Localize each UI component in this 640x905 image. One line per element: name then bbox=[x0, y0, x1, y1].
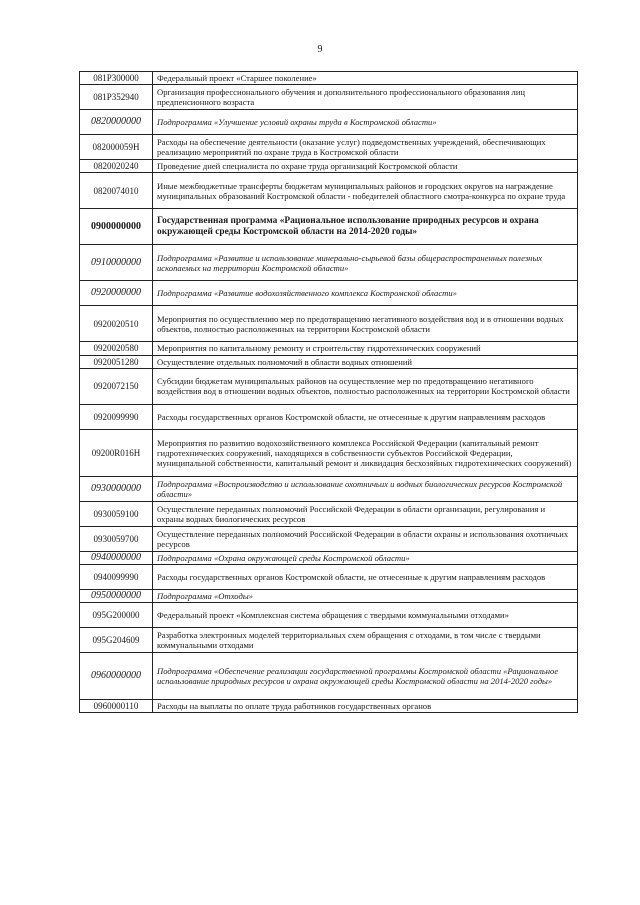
row-code: 0920020580 bbox=[80, 342, 153, 355]
row-code: 0950000000 bbox=[80, 590, 153, 603]
table-row bbox=[80, 628, 578, 653]
row-code: 082000059Н bbox=[80, 135, 153, 160]
table-row bbox=[80, 342, 578, 355]
table-row bbox=[80, 404, 578, 429]
row-name: Расходы на выплаты по оплате труда работников государственных органов bbox=[153, 700, 578, 713]
table-row bbox=[80, 653, 578, 700]
row-name: Мероприятия по развитию водохозяйственного комплекса Российской Федерации (капитальный ремонт гидротехнических сооружений, находящихся в собственности субъектов Российской Федерации, муниципальной собственности, капитальный ремонт и ликвидация бесхозяйных гидротехнических сооружений) bbox=[153, 429, 578, 476]
table-row bbox=[80, 565, 578, 590]
row-code: 0940000000 bbox=[80, 551, 153, 564]
row-name: Иные межбюджетные трансферты бюджетам муниципальных районов и городских округов на награждение муниципальных образований Костромской области - победителей областного смотра-конкурса по охране труда bbox=[153, 173, 578, 209]
table-row bbox=[80, 281, 578, 306]
page-number: 9 bbox=[317, 44, 323, 55]
row-name: Подпрограмма «Развитие и использование минерально-сырьевой базы общераспространенных полезных ископаемых на территории Костромской области» bbox=[153, 245, 578, 281]
row-name: Подпрограмма «Обеспечение реализации государственной программы Костромской области «Рациональное использование природных ресурсов и охрана окружающей среды Костромской области на 2014-2020 годы» bbox=[153, 653, 578, 700]
row-code: 0960000000 bbox=[80, 653, 153, 700]
row-code: 0930059100 bbox=[80, 501, 153, 526]
row-name: Подпрограмма «Охрана окружающей среды Костромской области» bbox=[153, 551, 578, 564]
row-name: Расходы государственных органов Костромской области, не отнесенные к другим направлениям расходов bbox=[153, 404, 578, 429]
row-name: Разработка электронных моделей территориальных схем обращения с отходами, в том числе с твердыми коммунальными отходами bbox=[153, 628, 578, 653]
table-row bbox=[80, 245, 578, 281]
row-name: Организация профессионального обучения и дополнительного профессионального образования лиц предпенсионного возраста bbox=[153, 85, 578, 110]
table-row bbox=[80, 368, 578, 404]
row-code: 09200R016Н bbox=[80, 429, 153, 476]
table-row bbox=[80, 603, 578, 628]
row-code: 0900000000 bbox=[80, 209, 153, 245]
row-name: Подпрограмма «Улучшение условий охраны труда в Костромской области» bbox=[153, 110, 578, 135]
table-row bbox=[80, 160, 578, 173]
table-row bbox=[80, 700, 578, 713]
row-name: Федеральный проект «Комплексная система обращения с твердыми коммунальными отходами» bbox=[153, 603, 578, 628]
row-name: Федеральный проект «Старшее поколение» bbox=[153, 72, 578, 85]
row-name: Подпрограмма «Развитие водохозяйственного комплекса Костромской области» bbox=[153, 281, 578, 306]
table-row bbox=[80, 501, 578, 526]
row-code: 081P352940 bbox=[80, 85, 153, 110]
row-code: 0910000000 bbox=[80, 245, 153, 281]
row-code: 0930059700 bbox=[80, 526, 153, 551]
row-name: Осуществление переданных полномочий Российской Федерации в области охраны и использования охотничьих ресурсов bbox=[153, 526, 578, 551]
table-row bbox=[80, 209, 578, 245]
table-row bbox=[80, 135, 578, 160]
row-name: Расходы государственных органов Костромской области, не отнесенные к другим направлениям расходов bbox=[153, 565, 578, 590]
row-code: 0820000000 bbox=[80, 110, 153, 135]
table-row bbox=[80, 526, 578, 551]
row-code: 095G204609 bbox=[80, 628, 153, 653]
row-name: Подпрограмма «Отходы» bbox=[153, 590, 578, 603]
row-code: 0920072150 bbox=[80, 368, 153, 404]
row-code: 0920000000 bbox=[80, 281, 153, 306]
row-name: Расходы на обеспечение деятельности (оказание услуг) подведомственных учреждений, обеспечивающих реализацию мероприятий по охране труда в Костромской области bbox=[153, 135, 578, 160]
table-row bbox=[80, 85, 578, 110]
row-name: Мероприятия по капитальному ремонту и строительству гидротехнических сооружений bbox=[153, 342, 578, 355]
table-row bbox=[80, 110, 578, 135]
table-row bbox=[80, 355, 578, 368]
table-body bbox=[80, 72, 578, 713]
row-code: 0920099990 bbox=[80, 404, 153, 429]
budget-classification-table bbox=[79, 71, 578, 713]
row-name: Осуществление переданных полномочий Российской Федерации в области организации, регулирования и охраны водных биологических ресурсов bbox=[153, 501, 578, 526]
table-row bbox=[80, 306, 578, 342]
row-name: Осуществление отдельных полномочий в области водных отношений bbox=[153, 355, 578, 368]
row-code: 0920051280 bbox=[80, 355, 153, 368]
row-code: 0960000110 bbox=[80, 700, 153, 713]
row-code: 0930000000 bbox=[80, 476, 153, 501]
row-code: 0820074010 bbox=[80, 173, 153, 209]
row-name: Государственная программа «Рациональное использование природных ресурсов и охрана окружающей среды Костромской области на 2014-2020 годы» bbox=[153, 209, 578, 245]
row-code: 0940099990 bbox=[80, 565, 153, 590]
table-row bbox=[80, 476, 578, 501]
table-row bbox=[80, 429, 578, 476]
row-code: 0920020510 bbox=[80, 306, 153, 342]
row-code: 095G200000 bbox=[80, 603, 153, 628]
table-row bbox=[80, 173, 578, 209]
table-row bbox=[80, 72, 578, 85]
table-row bbox=[80, 551, 578, 564]
table-row bbox=[80, 590, 578, 603]
row-name: Проведение дней специалиста по охране труда организаций Костромской области bbox=[153, 160, 578, 173]
row-name: Мероприятия по осуществлению мер по предотвращению негативного воздействия вод и в отношении водных объектов, полностью расположенных на территории Костромской области bbox=[153, 306, 578, 342]
row-name: Субсидии бюджетам муниципальных районов на осуществление мер по предотвращению негативного воздействия вод в отношении водных объектов, полностью расположенных на территории Костромской области bbox=[153, 368, 578, 404]
row-name: Подпрограмма «Воспроизводство и использование охотничьих и водных биологических ресурсов Костромской области» bbox=[153, 476, 578, 501]
row-code: 081P300000 bbox=[80, 72, 153, 85]
row-code: 0820020240 bbox=[80, 160, 153, 173]
